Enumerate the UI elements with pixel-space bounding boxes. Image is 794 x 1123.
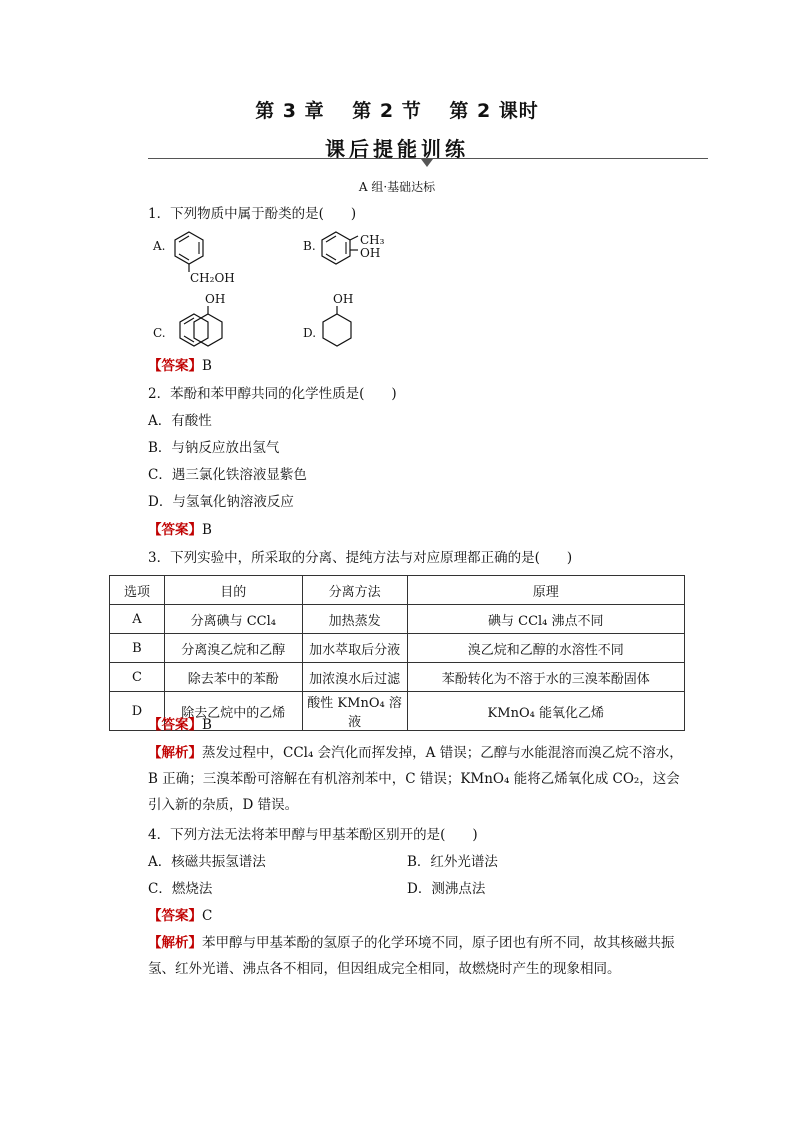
o-cresol-structure [318,228,364,268]
table-row [110,634,685,663]
table-cell: 分离碘与 CCl₄ [164,605,302,634]
q4-answer [148,906,212,926]
q2-option-b: B．与钠反应放出氢气 [148,440,280,456]
q3-answer-value: B [202,717,212,733]
q1-b-ch3-label: CH₃ [360,233,385,247]
q1-option-b-letter: B. [303,239,316,253]
q4-analysis-text: 苯甲醇与甲基苯酚的氢原子的化学环境不同，原子团也有所不同，故其核磁共振氢、红外光谱、沸点各不相同，但因组成完全相同，故燃烧时产生的现象相同。 [148,935,675,977]
table-cell: 分离溴乙烷和乙醇 [164,634,302,663]
table-cell: 加水萃取后分液 [302,634,407,663]
q2-answer [148,520,212,540]
table-header-cell: 分离方法 [302,576,407,605]
q4-option-a: A．核磁共振氢谱法 [148,854,266,870]
table-header-cell: 选项 [110,576,165,605]
q1-option-a-letter: A. [153,239,166,253]
q1-answer-value: B [202,358,212,374]
table-cell: 加热蒸发 [302,605,407,634]
table-header-cell: 目的 [164,576,302,605]
group-heading: A 组·基础达标 [358,180,436,194]
q1-a-ch2oh-label: CH₂OH [190,271,235,285]
section-label: 第 2 节 [352,100,422,122]
q4-option-d: D．测沸点法 [407,881,486,897]
q3-analysis [148,740,688,818]
q3-table [109,575,685,731]
q3-answer [148,715,212,735]
answer-tag: 【答案】 [148,717,202,733]
table-cell: 酸性 KMnO₄ 溶液 [302,692,407,731]
table-cell: C [110,663,165,692]
divider-triangle [421,159,433,167]
answer-tag: 【答案】 [148,522,202,538]
answer-tag: 【答案】 [148,908,202,924]
q3-analysis-text: 蒸发过程中，CCl₄ 会汽化而挥发掉，A 错误；乙醇与水能混溶而溴乙烷不溶水，B 正确；三溴苯酚可溶解在有机溶剂苯中，C 错误；KMnO₄ 能将乙烯氧化成 CO₂，这会引入新的杂质，D 错误。 [148,745,683,813]
lesson-label: 第 2 课时 [449,100,539,122]
q2-option-d: D．与氢氧化钠溶液反应 [148,494,294,510]
answer-tag: 【答案】 [148,358,202,374]
q2-option-c: C．遇三氯化铁溶液显紫色 [148,467,307,483]
table-row [110,663,685,692]
table-cell: 除去苯中的苯酚 [164,663,302,692]
page-subtitle: 课后提能训练 [325,137,469,161]
q4-stem: 4．下列方法无法将苯甲醇与甲基苯酚区别开的是( ) [148,827,478,843]
q1-answer [148,356,212,376]
q1-option-c-letter: C. [153,326,166,340]
table-cell: 苯酚转化为不溶于水的三溴苯酚固体 [407,663,685,692]
table-cell: B [110,634,165,663]
q2-stem: 2．苯酚和苯甲醇共同的化学性质是( ) [148,386,397,402]
q1-b-oh-label: OH [360,246,381,260]
page-title [0,96,794,123]
q4-answer-value: C [202,908,213,924]
table-cell: 加浓溴水后过滤 [302,663,407,692]
table-cell: 碘与 CCl₄ 沸点不同 [407,605,685,634]
benzyl-alcohol-structure [168,228,218,274]
cyclohexanol-structure [318,304,358,352]
q1-option-d-letter: D. [303,326,317,340]
q3-stem: 3．下列实验中，所采取的分离、提纯方法与对应原理都正确的是( ) [148,550,573,566]
table-header-row [110,576,685,605]
q1-d-oh-label: OH [333,292,354,306]
q2-option-a: A．有酸性 [148,413,212,429]
table-row [110,605,685,634]
chapter-label: 第 3 章 [255,100,325,122]
table-header-cell: 原理 [407,576,685,605]
analysis-tag: 【解析】 [148,935,202,951]
table-cell: A [110,605,165,634]
q1-c-oh-label: OH [205,292,226,306]
table-cell: D [110,692,165,731]
analysis-tag: 【解析】 [148,745,202,761]
table-cell: 溴乙烷和乙醇的水溶性不同 [407,634,685,663]
tetrahydronaphthol-structure [168,304,232,352]
q2-answer-value: B [202,522,212,538]
q4-option-b: B．红外光谱法 [407,854,498,870]
q4-analysis [148,930,688,982]
q4-option-c: C．燃烧法 [148,881,213,897]
q1-stem: 1．下列物质中属于酚类的是( ) [148,206,357,222]
table-cell: KMnO₄ 能氧化乙烯 [407,692,685,731]
table-cell: 除去乙烷中的乙烯 [164,692,302,731]
